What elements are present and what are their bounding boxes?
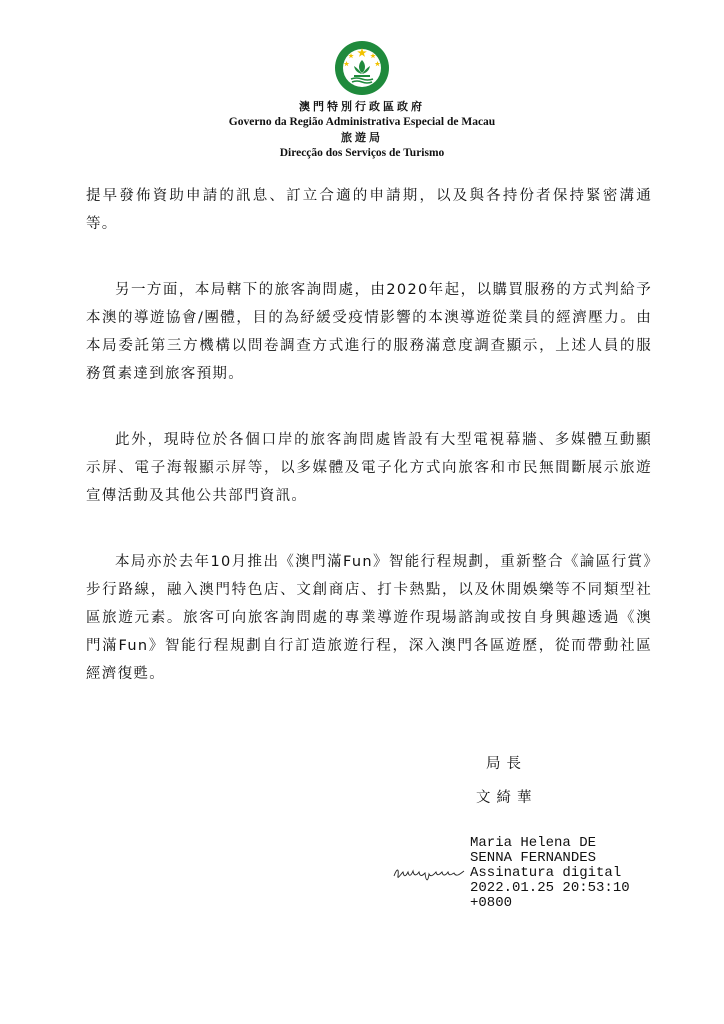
org-name-pt: Governo da Região Administrativa Especial de Macau: [228, 116, 496, 128]
digital-signature-line-4: 2022.01.25 20:53:10: [470, 880, 630, 896]
dept-name-zh: 旅遊局: [341, 132, 383, 144]
paragraph-3: 此外，現時位於各個口岸的旅客詢問處皆設有大型電視幕牆、多媒體互動顯示屏、電子海報顯示屏等，以多媒體及電子化方式向旅客和市民無間斷展示旅遊宣傳活動及其他公共部門資訊。: [86, 432, 652, 504]
handwritten-signature: [392, 862, 468, 884]
paragraph-4: 本局亦於去年10月推出《澳門滿Fun》智能行程規劃，重新整合《論區行賞》步行路線，融入澳門特色店、文創商店、打卡熱點，以及休閒娛樂等不同類型社區旅遊元素。旅客可向旅客詢問處的專業導遊作現場諮詢或按自身興趣透過《澳門滿Fun》智能行程規劃自行訂造旅遊行程，深入澳門各區遊歷，從而帶動社區經濟復甦。: [86, 554, 652, 682]
signatory-title: 局長: [486, 756, 527, 772]
letterhead: [0, 40, 724, 161]
signatory-name: 文綺華: [476, 790, 538, 806]
org-name-zh: 澳門特別行政區政府: [299, 101, 425, 113]
digital-signature-line-3: Assinatura digital: [470, 865, 622, 881]
paragraph-1: 提早發佈資助申請的訊息、訂立合適的申請期，以及與各持份者保持緊密溝通等。: [86, 188, 652, 232]
letter-body: [86, 182, 652, 688]
macau-emblem-icon: [334, 40, 390, 96]
digital-signature-line-2: SENNA FERNANDES: [470, 850, 597, 866]
digital-signature-line-5: +0800: [470, 895, 513, 911]
paragraph-2: 另一方面，本局轄下的旅客詢問處，由2020年起，以購買服務的方式判給予本澳的導遊協會/團體，目的為紓緩受疫情影響的本澳導遊從業員的經濟壓力。由本局委託第三方機構以問卷調查方式進行的服務滿意度調查顯示，上述人員的服務質素達到旅客預期。: [86, 282, 652, 382]
dept-name-pt: Direcção dos Serviços de Turismo: [279, 147, 445, 159]
digital-signature-block: [470, 836, 630, 911]
digital-signature-line-1: Maria Helena DE: [470, 835, 597, 851]
